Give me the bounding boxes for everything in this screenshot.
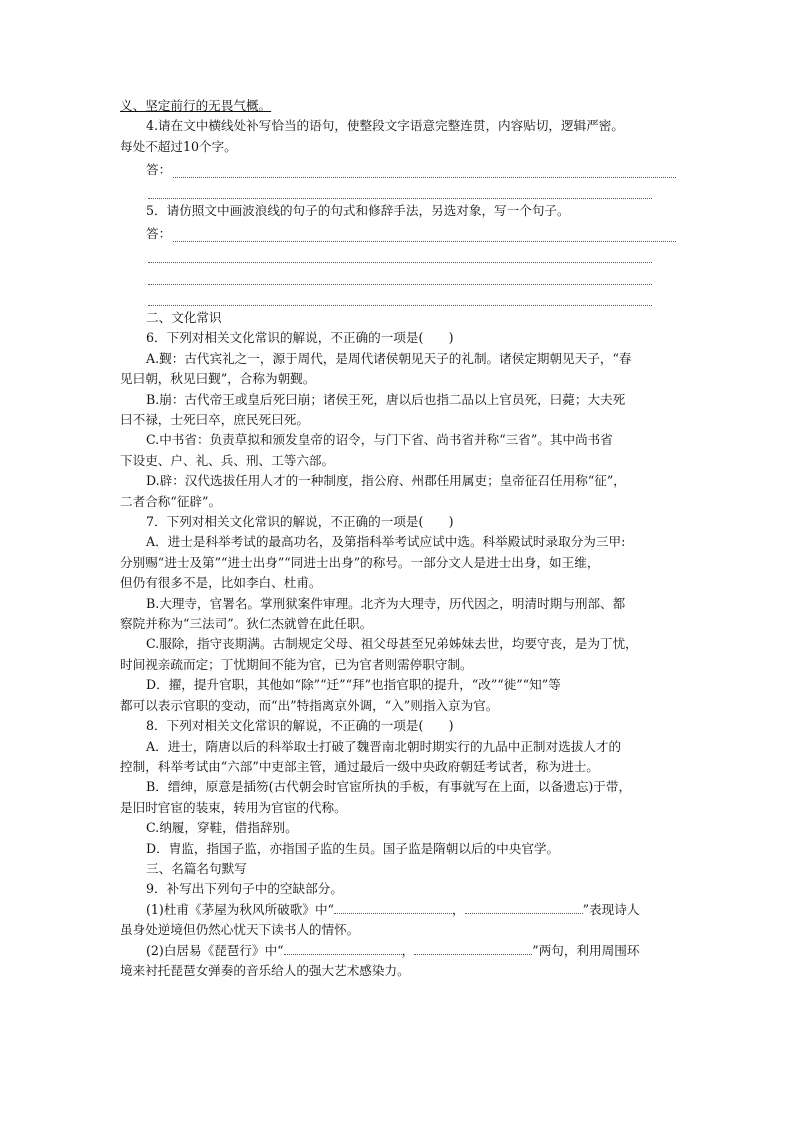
q6-option-a-cont: 见曰朝，秋见曰觐”，合称为朝觐。 <box>120 371 316 387</box>
q8-option-a-cont: 控制，科举考试由“六部”中吏部主管，通过最后一级中央政府朝廷考试者，称为进士。 <box>120 758 599 774</box>
q7-option-d-cont: 都可以表示官职的变动，而“出”特指离京外调，“入”则指入京为官。 <box>120 697 499 713</box>
comma: ， <box>401 942 415 958</box>
comma: ， <box>452 901 465 917</box>
q6-stem: 6．下列对相关文化常识的解说，不正确的一项是( ) <box>146 330 454 346</box>
worksheet-page <box>120 96 676 981</box>
q4-answer-label: 答： <box>146 161 172 177</box>
q7-option-b-cont: 察院并称为“三法司”。狄仁杰就曾在此任职。 <box>120 616 373 632</box>
q4-answer-line[interactable] <box>148 187 652 199</box>
q8-option-b-cont: 是旧时官宦的装束，转用为官宦的代称。 <box>120 799 347 815</box>
q9-item-2-text: (2)白居易《琵琶行》中“ <box>146 942 284 958</box>
q6-option-d-cont: 二者合称“征辟”。 <box>120 493 222 509</box>
q7-option-d: D．擢，提升官职，其他如“除”“迁”“拜”也指官职的提升，“改”“徙”“知”等 <box>146 677 561 693</box>
q8-option-c: C.纳履，穿鞋，借指辞别。 <box>146 820 298 836</box>
q4-text-cont: 每处不超过10个字。 <box>120 138 237 154</box>
q8-option-a: A．进士，隋唐以后的科举取士打破了魏晋南北朝时期实行的九品中正制对选拔人才的 <box>146 738 622 754</box>
fill-blank[interactable] <box>465 902 583 914</box>
q9-item-1 <box>120 900 676 920</box>
q4-answer-line[interactable] <box>173 166 676 178</box>
q6-option-b: B.崩：古代帝王或皇后死曰崩；诸侯王死，唐以后也指二品以上官员死，曰薨；大夫死 <box>146 391 626 407</box>
q9-item-2-text: ”两句，利用周围环 <box>532 942 640 958</box>
q7-option-b: B.大理寺，官署名。掌刑狱案件审理。北齐为大理寺，历代因之，明清时期与刑部、都 <box>146 595 626 611</box>
q9-stem: 9．补写出下列句子中的空缺部分。 <box>146 881 343 897</box>
q5-answer-label: 答： <box>146 225 172 241</box>
q9-item-2 <box>120 941 676 961</box>
q4-answer-row <box>120 157 676 177</box>
section-heading: 三、名篇名句默写 <box>146 860 247 876</box>
fill-blank[interactable] <box>334 902 452 914</box>
q5-answer-line[interactable] <box>173 230 676 242</box>
q6-option-b-cont: 曰不禄，士死曰卒，庶民死曰死。 <box>120 412 309 427</box>
q9-item-1-text: ”表现诗人 <box>582 901 640 917</box>
q8-option-b: B．缙绅，原意是插笏(古代朝会时官宦所执的手板，有事就写在上面，以备遗忘)于带， <box>146 779 632 795</box>
q6-option-d: D.辟：汉代选拔任用人才的一种制度，指公府、州郡任用属吏；皇帝征召任用称“征”， <box>146 473 626 489</box>
q4-text: 4.请在文中横线处补写恰当的语句，使整段文字语意完整连贯，内容贴切，逻辑严密。 <box>146 118 624 134</box>
fill-blank[interactable] <box>284 943 402 955</box>
q9-item-1-text: (1)杜甫《茅屋为秋风所破歌》中“ <box>146 901 334 917</box>
underlined-text: 义、坚定前行的无畏气概。 <box>120 98 272 113</box>
fill-blank[interactable] <box>414 943 532 955</box>
q6-option-c-cont: 下设吏、户、礼、兵、刑、工等六部。 <box>120 452 335 468</box>
q6-option-c: C.中书省：负责草拟和颁发皇帝的诏令，与门下省、尚书省并称“三省”。其中尚书省 <box>146 432 613 448</box>
section-heading: 二、文化常识 <box>146 309 222 325</box>
q7-option-a-cont: 分别赐“进士及第”“进士出身”“同进士出身”的称号。一部分文人是进士出身，如王维， <box>120 554 600 570</box>
q9-item-2-cont: 境来衬托琵琶女弹奏的音乐给人的强大艺术感染力。 <box>120 962 410 978</box>
q5-answer-line[interactable] <box>148 273 652 285</box>
q7-option-c: C.服除，指守丧期满。古制规定父母、祖父母甚至兄弟姊妹去世，均要守丧，是为丁忧， <box>146 636 638 652</box>
q5-answer-line[interactable] <box>148 294 652 306</box>
q8-option-d: D．胄监，指国子监，亦指国子监的生员。国子监是隋朝以后的中央官学。 <box>146 840 560 856</box>
q5-text: 5．请仿照文中画波浪线的句子的句式和修辞手法，另选对象，写一个句子。 <box>146 203 570 218</box>
q7-option-c-cont: 时间视亲疏而定；丁忧期间不能为官，已为官者则需停职守制。 <box>120 656 473 672</box>
top-fragment <box>120 96 676 116</box>
q9-item-1-cont: 虽身处逆境但仍然心忧天下读书人的情怀。 <box>120 922 360 938</box>
q6-option-a: A.觐：古代宾礼之一，源于周代，是周代诸侯朝见天子的礼制。诸侯定期朝见天子，“春 <box>146 350 632 366</box>
q5-answer-line[interactable] <box>148 251 652 263</box>
q7-option-a-cont: 但仍有很多不是，比如李白、杜甫。 <box>120 575 322 591</box>
q8-stem: 8．下列对相关文化常识的解说，不正确的一项是( ) <box>146 718 454 734</box>
q5-answer-row <box>120 221 676 241</box>
q7-stem: 7．下列对相关文化常识的解说，不正确的一项是( ) <box>146 514 454 530</box>
q7-option-a: A．进士是科举考试的最高功名，及第指科举考试应试中选。科举殿试时录取分为三甲: <box>146 534 626 550</box>
